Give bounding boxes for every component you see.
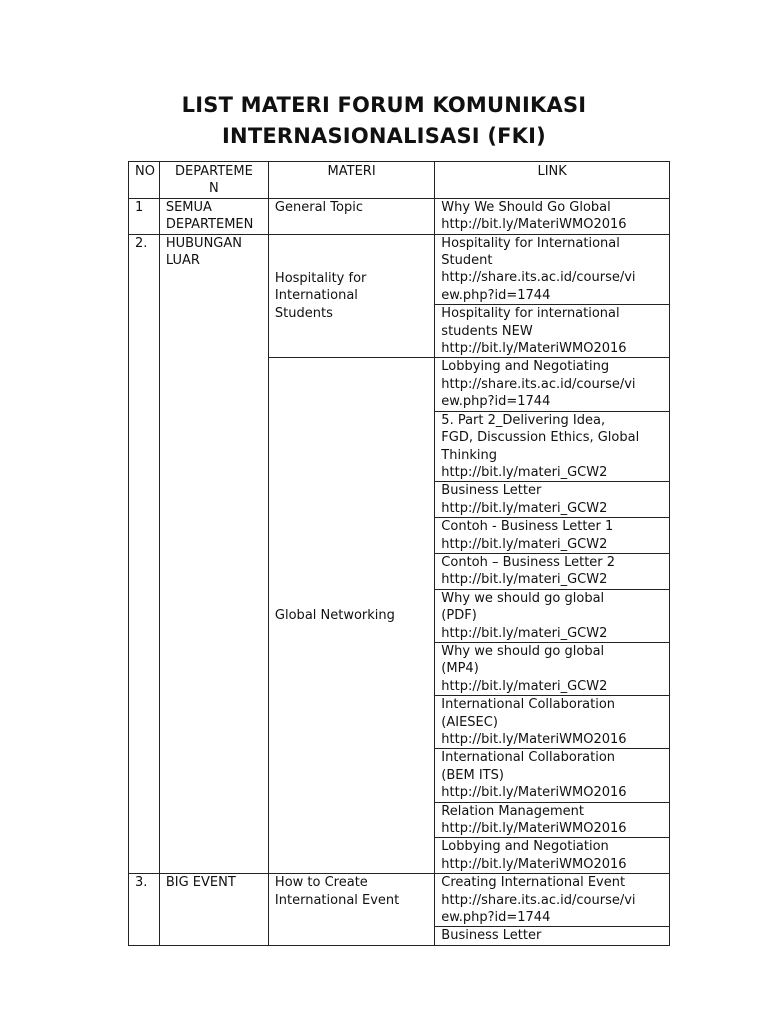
title-line-2: INTERNASIONALISASI (FKI) <box>222 124 546 148</box>
link-url[interactable]: ew.php?id=1744 <box>441 910 551 926</box>
link-url[interactable]: http://bit.ly/MateriWMO2016 <box>441 341 627 357</box>
link-url[interactable]: http://share.its.ac.id/course/vi <box>441 270 636 286</box>
link-title: (BEM ITS) <box>441 767 504 783</box>
link-title: Business Letter <box>441 483 542 499</box>
link-url[interactable]: http://bit.ly/materi_GCW2 <box>441 500 608 516</box>
link-url[interactable]: http://bit.ly/materi_GCW2 <box>441 572 608 588</box>
document-title <box>0 90 768 152</box>
cell-no: 2. <box>129 234 160 874</box>
cell-link <box>435 838 670 874</box>
cell-materi <box>268 234 434 358</box>
cell-link <box>435 642 670 695</box>
cell-link <box>435 696 670 749</box>
link-title: Why we should go global <box>441 590 605 606</box>
cell-materi: Global Networking <box>268 358 434 874</box>
link-title: (PDF) <box>441 608 477 624</box>
link-title: 5. Part 2_Delivering Idea, <box>441 412 606 428</box>
link-title: International Collaboration <box>441 750 616 766</box>
cell-link <box>435 802 670 838</box>
cell-no: 1 <box>129 198 160 234</box>
cell-materi <box>268 874 434 946</box>
link-title: Creating International Event <box>441 875 626 891</box>
cell-link <box>435 482 670 518</box>
link-title: Why We Should Go Global <box>441 199 611 215</box>
departemen-line: LUAR <box>165 253 200 269</box>
materi-table <box>128 161 670 946</box>
cell-link <box>435 518 670 554</box>
link-title: Hospitality for international <box>441 306 620 322</box>
link-title: Lobbying and Negotiating <box>441 359 610 375</box>
link-title: Lobbying and Negotiation <box>441 839 609 855</box>
materi-line: Hospitality for <box>274 270 367 286</box>
cell-link <box>435 305 670 358</box>
header-materi: MATERI <box>268 162 434 199</box>
link-title: Relation Management <box>441 803 584 819</box>
header-departemen-line-1: DEPARTEME <box>174 164 253 179</box>
link-title: Business Letter <box>441 928 542 944</box>
link-url[interactable]: http://bit.ly/MateriWMO2016 <box>441 785 627 801</box>
cell-link <box>435 234 670 305</box>
departemen-line: DEPARTEMEN <box>165 217 254 233</box>
table-row <box>129 198 670 234</box>
link-url[interactable]: http://bit.ly/materi_GCW2 <box>441 464 608 480</box>
materi-line: International <box>274 288 358 304</box>
link-url[interactable]: ew.php?id=1744 <box>441 394 551 410</box>
link-url[interactable]: http://bit.ly/materi_GCW2 <box>441 536 608 552</box>
cell-link <box>435 553 670 589</box>
header-no: NO <box>129 162 160 199</box>
link-title: Student <box>441 253 493 269</box>
link-url[interactable]: http://bit.ly/MateriWMO2016 <box>441 856 627 872</box>
header-row <box>129 162 670 199</box>
cell-departemen <box>159 198 268 234</box>
link-title: FGD, Discussion Ethics, Global <box>441 430 640 446</box>
link-title: Contoh – Business Letter 2 <box>441 554 616 570</box>
materi-line: Students <box>274 305 333 321</box>
cell-materi: General Topic <box>268 198 434 234</box>
materi-line: How to Create <box>274 875 368 891</box>
link-url[interactable]: http://bit.ly/MateriWMO2016 <box>441 217 627 233</box>
link-url[interactable]: http://bit.ly/MateriWMO2016 <box>441 732 627 747</box>
cell-link <box>435 749 670 802</box>
table-row <box>129 874 670 927</box>
departemen-line: HUBUNGAN <box>165 235 242 251</box>
cell-no: 3. <box>129 874 160 946</box>
materi-line: International Event <box>274 892 400 908</box>
departemen-line: SEMUA <box>165 199 212 215</box>
link-title: International Collaboration <box>441 697 616 713</box>
link-title: (AIESEC) <box>441 714 498 730</box>
table-row <box>129 234 670 305</box>
cell-link <box>435 589 670 642</box>
link-url[interactable]: http://share.its.ac.id/course/vi <box>441 376 636 392</box>
cell-link <box>435 411 670 482</box>
cell-link <box>435 358 670 411</box>
link-title: Why we should go global <box>441 643 605 659</box>
link-url[interactable]: http://bit.ly/MateriWMO2016 <box>441 821 627 837</box>
header-departemen-line-2: N <box>209 181 219 197</box>
link-url[interactable]: http://bit.ly/materi_GCW2 <box>441 678 608 694</box>
cell-link <box>435 198 670 234</box>
link-url[interactable]: http://bit.ly/materi_GCW2 <box>441 625 608 641</box>
cell-link <box>435 927 670 945</box>
cell-departemen: BIG EVENT <box>159 874 268 946</box>
link-title: students NEW <box>441 323 533 339</box>
link-title: Contoh - Business Letter 1 <box>441 519 614 535</box>
cell-link <box>435 874 670 927</box>
link-title: Hospitality for International <box>441 235 620 251</box>
link-url[interactable]: ew.php?id=1744 <box>441 287 551 303</box>
header-link: LINK <box>435 162 670 199</box>
header-departemen <box>159 162 268 199</box>
title-line-1: LIST MATERI FORUM KOMUNIKASI <box>181 93 587 117</box>
link-url[interactable]: http://share.its.ac.id/course/vi <box>441 892 636 908</box>
cell-departemen <box>159 234 268 874</box>
link-title: Thinking <box>441 447 497 463</box>
link-title: (MP4) <box>441 661 479 677</box>
